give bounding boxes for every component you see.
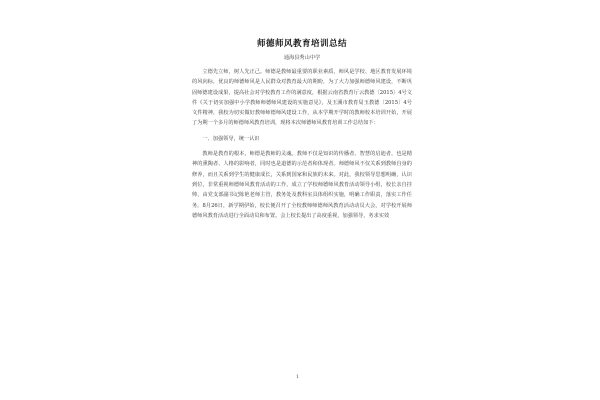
section-paragraph: 教师是教育的根本，师德是教师的灵魂。教师不仅是知识的传播者、智慧的启迪者，也是精神的熏陶者、人格的影响者，同时也是道德的示范者和体现者。师德师风不仅关系到教师自身的修养，而且关系到学生的健康成长，关系到国家和民族的未来。对此，我校领导思想明确，认识到位，非常重视师德师风教育活动的工作，成立了学校师德师风教育活动领导小组，校长亲自挂帅，由党支部副书记陈艳老师主管，教务处及教科室具体组织实施，明确工作职责，落实工作任务。8月26日，新学期伊始，校长便召开了全校教师师德师风教育活动动员大会，对学校开展师德师风教育活动进行全面动员和布置。会上校长提出了高度重视，加强领导，务求实效 xyxy=(192,151,412,219)
document-title: 师德师风教育培训总结 xyxy=(256,39,347,49)
intro-paragraph: 立德先立师，树人先正己。师德是教师最重要的职业素质，师风是学校、地区教育发展环境的风向标，优良的师德师风是人民群众对教育最大的期盼，为了大力加强师德师风建设，不断巩固师德建设成果，提高社会对学校教育工作的满意度，根据云南省教育厅云教德〔2015〕4号文件《关于切实加强中小学教师师德师风建设的实施意见》，及玉溪市教育局玉教德〔2015〕4号文件精神，我校为切实做好教师师德师风建设工作，从本学期开学时的教师校本培训开始，开展了为期一个多月的师德师风教育培训，现将本次师德师风教育培训工作总结如下： xyxy=(192,69,412,127)
section-heading: 一、加强领导，统一认识 xyxy=(202,135,260,142)
document-subtitle: 通海县秀山中学 xyxy=(283,55,321,61)
document-content xyxy=(192,38,412,221)
page-number: 1 xyxy=(296,374,300,380)
